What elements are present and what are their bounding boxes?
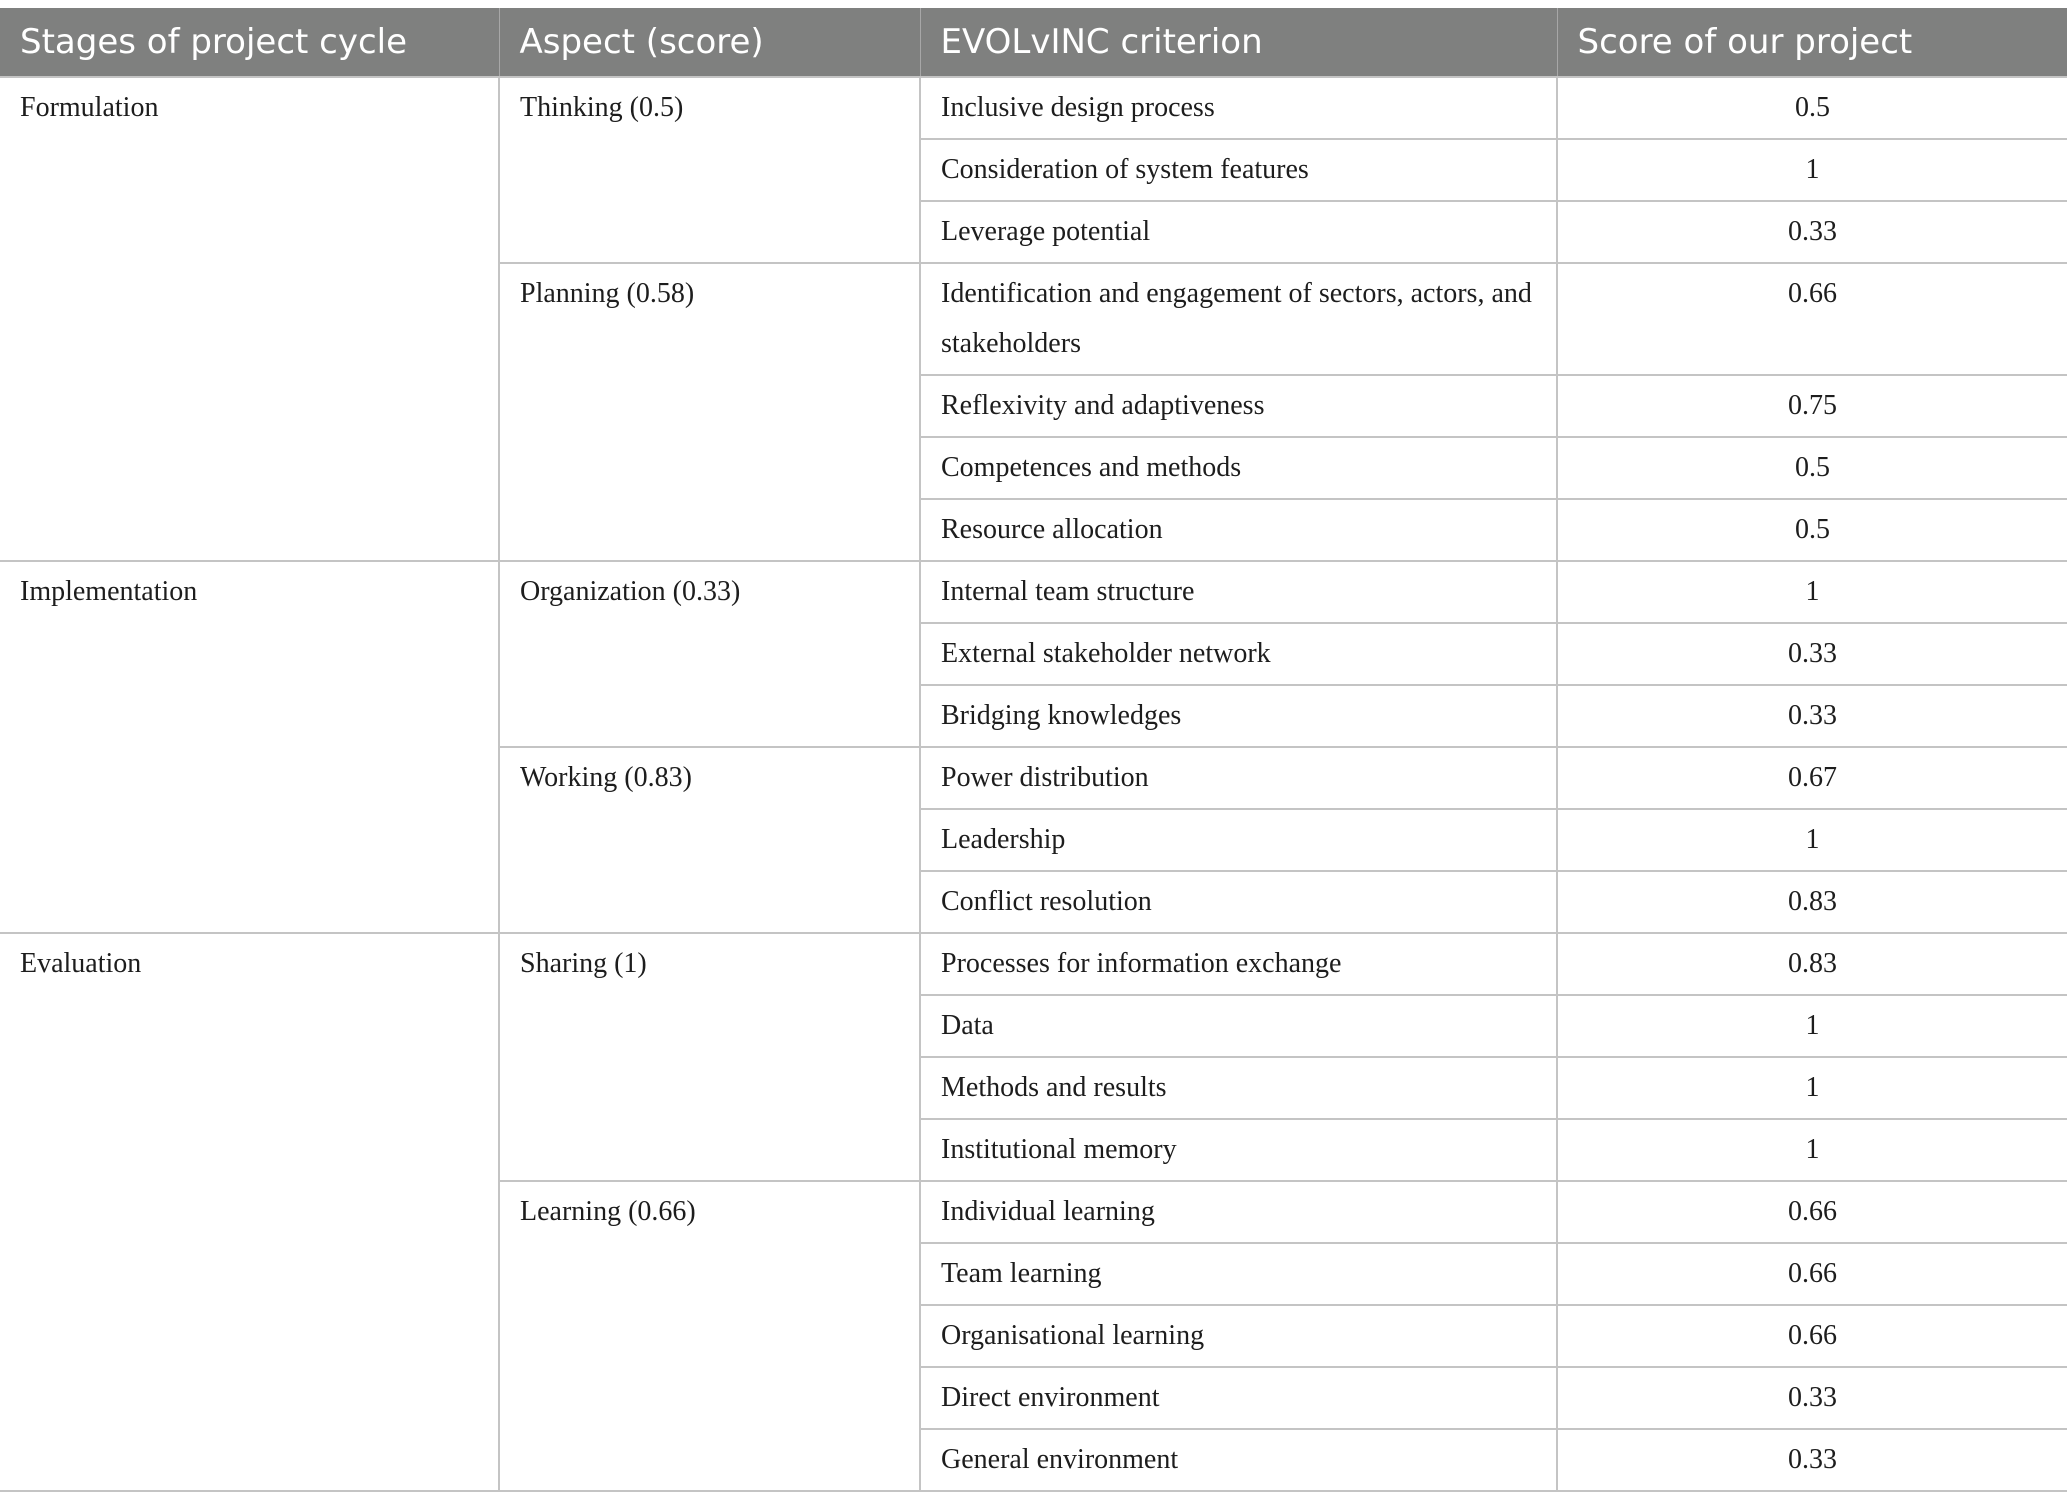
score-cell: 0.33 [1557, 1367, 2067, 1429]
score-cell: 1 [1557, 561, 2067, 623]
criterion-cell: Bridging knowledges [920, 685, 1557, 747]
score-cell: 0.33 [1557, 1429, 2067, 1491]
score-cell: 1 [1557, 139, 2067, 201]
score-cell: 0.83 [1557, 871, 2067, 933]
aspect-cell: Sharing (1) [499, 933, 920, 1181]
criterion-cell: Inclusive design process [920, 77, 1557, 139]
criterion-cell: General environment [920, 1429, 1557, 1491]
score-cell: 0.5 [1557, 499, 2067, 561]
table-row [0, 561, 2067, 623]
criterion-cell: Reflexivity and adaptiveness [920, 375, 1557, 437]
score-cell: 0.66 [1557, 1181, 2067, 1243]
stage-cell: Evaluation [0, 933, 499, 1491]
table-header [0, 8, 2067, 77]
criterion-cell: Leadership [920, 809, 1557, 871]
criterion-cell: Resource allocation [920, 499, 1557, 561]
header-criterion: EVOLvINC criterion [920, 8, 1557, 77]
criterion-cell: Consideration of system features [920, 139, 1557, 201]
criterion-cell: Individual learning [920, 1181, 1557, 1243]
score-cell: 0.33 [1557, 685, 2067, 747]
criterion-cell: Organisational learning [920, 1305, 1557, 1367]
evolvinc-score-table [0, 8, 2067, 1492]
table-row [0, 933, 2067, 995]
aspect-cell: Learning (0.66) [499, 1181, 920, 1491]
score-cell: 1 [1557, 809, 2067, 871]
table-row [0, 77, 2067, 139]
score-cell: 1 [1557, 1057, 2067, 1119]
score-cell: 0.5 [1557, 437, 2067, 499]
stage-cell: Implementation [0, 561, 499, 933]
stage-cell: Formulation [0, 77, 499, 561]
score-cell: 0.33 [1557, 201, 2067, 263]
criterion-cell: Internal team structure [920, 561, 1557, 623]
score-cell: 0.67 [1557, 747, 2067, 809]
criterion-cell: Institutional memory [920, 1119, 1557, 1181]
criterion-cell: Conflict resolution [920, 871, 1557, 933]
criterion-cell: Identification and engagement of sectors, actors, and stakeholders [920, 263, 1557, 375]
score-cell: 0.33 [1557, 623, 2067, 685]
score-cell: 0.66 [1557, 263, 2067, 375]
criterion-cell: Data [920, 995, 1557, 1057]
score-cell: 1 [1557, 1119, 2067, 1181]
score-cell: 1 [1557, 995, 2067, 1057]
score-cell: 0.83 [1557, 933, 2067, 995]
score-cell: 0.75 [1557, 375, 2067, 437]
criterion-cell: Power distribution [920, 747, 1557, 809]
evolvinc-table-container [0, 8, 2067, 1492]
criterion-cell: Methods and results [920, 1057, 1557, 1119]
score-cell: 0.66 [1557, 1243, 2067, 1305]
aspect-cell: Planning (0.58) [499, 263, 920, 561]
table-body [0, 77, 2067, 1491]
criterion-cell: Competences and methods [920, 437, 1557, 499]
header-score: Score of our project [1557, 8, 2067, 77]
criterion-cell: External stakeholder network [920, 623, 1557, 685]
criterion-cell: Team learning [920, 1243, 1557, 1305]
criterion-cell: Leverage potential [920, 201, 1557, 263]
criterion-cell: Direct environment [920, 1367, 1557, 1429]
header-aspect: Aspect (score) [499, 8, 920, 77]
score-cell: 0.5 [1557, 77, 2067, 139]
header-stages: Stages of project cycle [0, 8, 499, 77]
aspect-cell: Working (0.83) [499, 747, 920, 933]
score-cell: 0.66 [1557, 1305, 2067, 1367]
criterion-cell: Processes for information exchange [920, 933, 1557, 995]
header-row [0, 8, 2067, 77]
aspect-cell: Thinking (0.5) [499, 77, 920, 263]
aspect-cell: Organization (0.33) [499, 561, 920, 747]
